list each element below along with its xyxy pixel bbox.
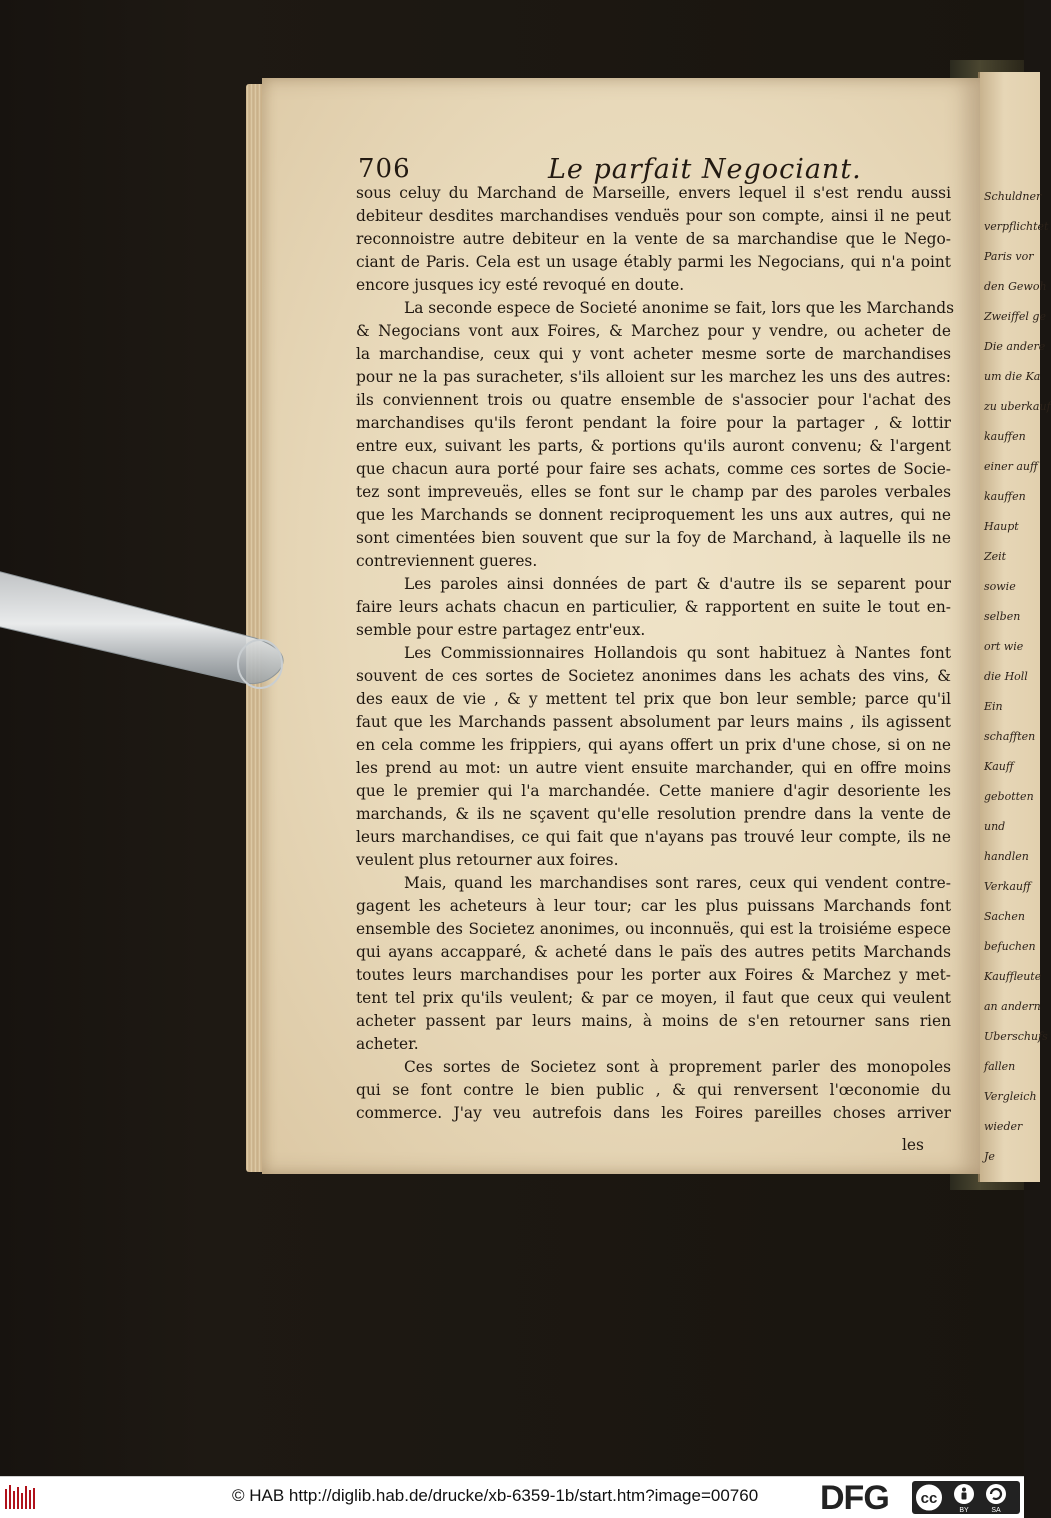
facing-page-word: Ein: [984, 700, 1003, 713]
text-line: qui ayans accapparé, & acheté dans le païs des autres petits Marchands: [356, 943, 951, 961]
text-line: pour ne la pas suracheter, s'ils alloient sur les marchez les uns des autres:: [356, 368, 951, 386]
facing-page-word: kauffen: [984, 490, 1026, 503]
dfg-logo: DFG: [820, 1479, 889, 1517]
facing-page-word: wieder: [984, 1120, 1023, 1133]
text-line: les prend au mot: un autre vient ensuite marchander, qui en offre moins: [356, 759, 951, 777]
facing-page-word: Kauff: [984, 760, 1014, 773]
text-line: faire leurs achats chacun en particulier, & rapportent en suite le tout en-: [356, 598, 951, 616]
text-line: reconnoistre autre debiteur en la vente de sa marchandise que le Nego-: [356, 230, 951, 248]
facing-page-word: um die Ka: [984, 370, 1041, 383]
text-line: la marchandise, ceux qui y vont acheter mesme sorte de marchandises: [356, 345, 951, 363]
facing-page-word: Die andere: [984, 340, 1046, 353]
facing-page-word: Sachen: [984, 910, 1025, 923]
text-line: veulent plus retourner aux foires.: [356, 851, 619, 869]
text-line: en cela comme les frippiers, qui ayans offert un prix d'une chose, si on ne: [356, 736, 951, 754]
text-line: acheter.: [356, 1035, 419, 1053]
text-line: que chacun aura porté pour faire ses achats, comme ces sortes de Socie-: [356, 460, 951, 478]
facing-page-word: selben: [984, 610, 1021, 623]
svg-text:cc: cc: [920, 1490, 938, 1507]
text-line: commerce. J'ay veu autrefois dans les Foires pareilles choses arriver: [356, 1104, 951, 1122]
text-line: leurs marchandises, ce qui fait que n'ayans pas trouvé leur compte, ils ne: [356, 828, 951, 846]
facing-page-word: Vergleich: [984, 1090, 1037, 1103]
facing-page-word: Zeit: [984, 550, 1007, 563]
text-line: Les Commissionnaires Hollandois qu sont habituez à Nantes font: [404, 644, 951, 662]
facing-page-word: schafften: [984, 730, 1036, 743]
text-line: faut que les Marchands passent absolument par leurs mains , ils agissent: [356, 713, 951, 731]
text-line: contreviennent gueres.: [356, 552, 538, 570]
text-line: qui se font contre le bien public , & qui renversent l'œconomie du: [356, 1081, 951, 1099]
facing-page-word: sowie: [984, 580, 1016, 593]
facing-page-word: Kauffleute: [984, 970, 1042, 983]
text-line: tent tel prix qu'ils veulent; & par ce moyen, il faut que ceux qui veulent: [356, 989, 951, 1007]
text-line: marchandises qu'ils feront pendant la foire pour la partager , & lottir: [356, 414, 951, 432]
catchword: les: [902, 1136, 924, 1154]
text-line: Ces sortes de Societez sont à proprement parler des monopoles: [404, 1058, 951, 1076]
sa-icon: [986, 1484, 1006, 1504]
text-line: ensemble des Societez anonimes, ou inconnuës, qui est la troisiéme espece: [356, 920, 951, 938]
facing-page-word: und: [984, 820, 1006, 833]
text-line: que le premier qui l'a marchandée. Cette maniere d'agir desoriente les: [356, 782, 951, 800]
text-line: que les Marchands se donnent reciproquement les uns aux autres, qui ne: [356, 506, 951, 524]
text-line: entre eux, suivant les parts, & portions qu'ils auront convenu; & l'argent: [356, 437, 951, 455]
page-number: 706: [358, 154, 411, 184]
facing-page-word: zu uberkauf: [984, 400, 1051, 413]
facing-page-word: Schuldner: [984, 190, 1042, 203]
facing-page-word: kauffen: [984, 430, 1026, 443]
text-line: Les paroles ainsi données de part & d'autre ils se separent pour: [404, 575, 951, 593]
facing-page-word: einer auff: [984, 460, 1038, 473]
facing-page-word: die Holl: [984, 670, 1028, 683]
facing-page-word: fallen: [984, 1060, 1016, 1073]
facing-page: [978, 72, 1051, 1182]
cc-license-badge[interactable]: [912, 1481, 1020, 1514]
text-line: gagent les acheteurs à leur tour; car les plus puissans Marchands font: [356, 897, 951, 915]
text-line: sont cimentées bien souvent que sur la foy de Marchand, à laquelle ils ne: [356, 529, 951, 547]
facing-page-word: Haupt: [984, 520, 1019, 533]
text-line: ciant de Paris. Cela est un usage étably parmi les Negocians, qui n'a point: [356, 253, 951, 271]
facing-page-word: Je: [984, 1150, 995, 1163]
text-line: encore jusques icy esté revoqué en doute.: [356, 276, 685, 294]
book-page: [262, 78, 980, 1174]
facing-page-word: handlen: [984, 850, 1029, 863]
facing-page-word: Zweiffel ge: [984, 310, 1046, 323]
text-line: & Negocians vont aux Foires, & Marchez pour y vendre, ou acheter de: [356, 322, 951, 340]
text-line: acheter passent par leurs mains, à moins de s'en retourner sans rien: [356, 1012, 951, 1030]
text-line: debiteur desdites marchandises venduës pour son compte, ainsi il ne peut: [356, 207, 951, 225]
facing-page-word: befuchen: [984, 940, 1036, 953]
text-line: semble pour estre partagez entr'eux.: [356, 621, 646, 639]
facing-page-word: gebotten: [984, 790, 1034, 803]
text-line: toutes leurs marchandises pour les porter aux Foires & Marchez y met-: [356, 966, 951, 984]
facing-page-word: verpflichtet: [984, 220, 1049, 233]
body-text: [356, 182, 955, 1125]
facing-page-word: an andern: [984, 1000, 1041, 1013]
footer-credit[interactable]: © HAB http://diglib.hab.de/drucke/xb-6359-1b/start.htm?image=00760: [232, 1486, 759, 1505]
footer-bar: [0, 1476, 1024, 1518]
barcode-icon: [4, 1483, 38, 1511]
facing-page-word: Verkauff: [984, 880, 1031, 893]
text-line: Mais, quand les marchandises sont rares, ceux qui vendent contre-: [404, 874, 951, 892]
text-line: marchands, & ils ne sçavent qu'elle resolution prendre dans la vente de: [356, 805, 951, 823]
text-line: sous celuy du Marchand de Marseille, envers lequel il s'est rendu aussi: [356, 184, 951, 202]
text-line: des eaux de vie , & y mettent tel prix que bon leur semble; parce qu'il: [356, 690, 951, 708]
facing-page-word: Uberschufs: [984, 1030, 1048, 1043]
text-line: ils conviennent trois ou quatre ensemble de s'associer pour l'achat des: [356, 391, 951, 409]
sa-label: SA: [991, 1507, 1001, 1514]
facing-page-word: Paris vor: [984, 250, 1034, 263]
by-label: BY: [959, 1507, 969, 1514]
text-line: souvent de ces sortes de Societez anonimes dans les achats des vins, &: [356, 667, 951, 685]
text-line: tez sont impreveuës, elles se font sur le champ par des paroles verbales: [356, 483, 951, 501]
facing-page-word: den Gewoh: [984, 280, 1047, 293]
text-line: La seconde espece de Societé anonime se fait, lors que les Marchands: [404, 299, 955, 317]
facing-page-word: ort wie: [984, 640, 1024, 653]
running-title: Le parfait Negociant.: [548, 154, 862, 185]
